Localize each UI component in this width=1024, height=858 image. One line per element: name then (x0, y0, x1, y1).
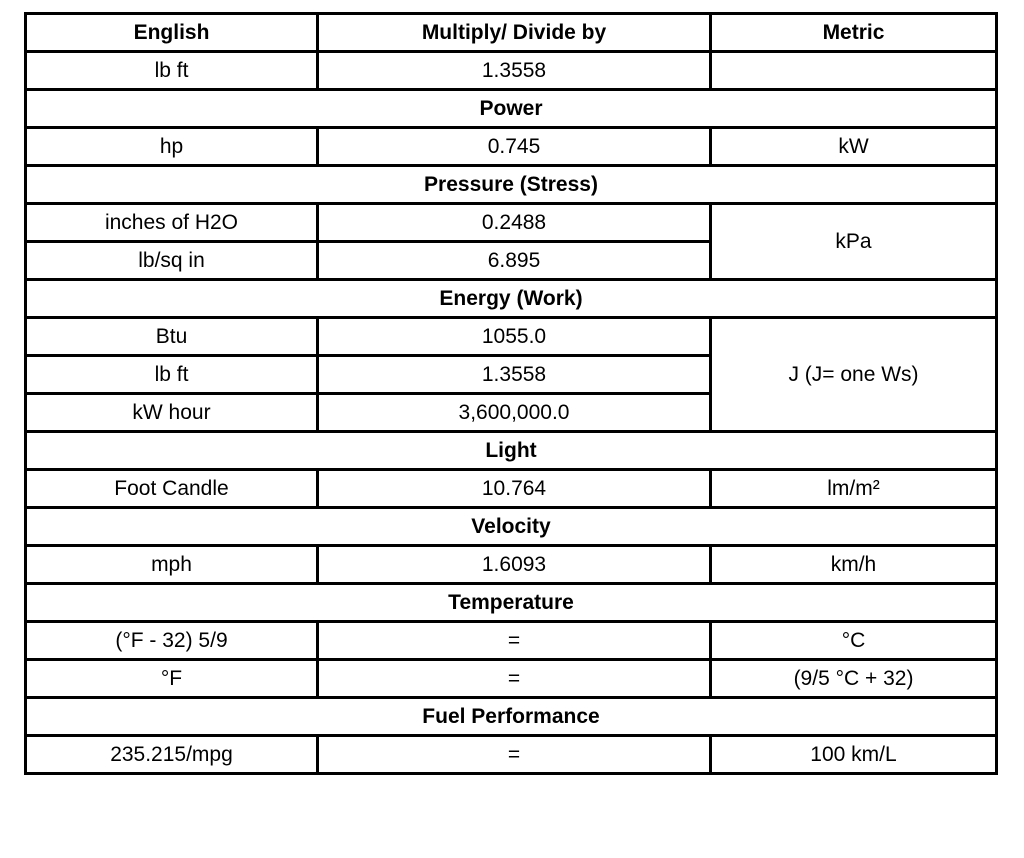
factor-cell: = (318, 660, 711, 698)
table-row (26, 204, 997, 242)
metric-cell: (9/5 °C + 32) (711, 660, 997, 698)
header-factor: Multiply/ Divide by (318, 14, 711, 52)
metric-cell: km/h (711, 546, 997, 584)
factor-cell: 0.2488 (318, 204, 711, 242)
section-row-temperature (26, 584, 997, 622)
section-title-light: Light (26, 432, 997, 470)
table-row (26, 546, 997, 584)
section-row-velocity (26, 508, 997, 546)
factor-cell: 3,600,000.0 (318, 394, 711, 432)
english-cell: (°F - 32) 5/9 (26, 622, 318, 660)
factor-cell: 10.764 (318, 470, 711, 508)
factor-cell: 1.3558 (318, 52, 711, 90)
section-row-power (26, 90, 997, 128)
header-english: English (26, 14, 318, 52)
section-row-pressure (26, 166, 997, 204)
section-row-light (26, 432, 997, 470)
section-title-fuel: Fuel Performance (26, 698, 997, 736)
factor-cell: = (318, 736, 711, 774)
table-row (26, 736, 997, 774)
unit-conversion-table (24, 12, 998, 775)
factor-cell: 1.3558 (318, 356, 711, 394)
english-cell: °F (26, 660, 318, 698)
metric-cell-merged: kPa (711, 204, 997, 280)
header-row (26, 14, 997, 52)
factor-cell: 0.745 (318, 128, 711, 166)
english-cell: hp (26, 128, 318, 166)
english-cell: lb/sq in (26, 242, 318, 280)
factor-cell: 1055.0 (318, 318, 711, 356)
english-cell: inches of H2O (26, 204, 318, 242)
english-cell: Foot Candle (26, 470, 318, 508)
section-title-energy: Energy (Work) (26, 280, 997, 318)
english-cell: 235.215/mpg (26, 736, 318, 774)
section-title-power: Power (26, 90, 997, 128)
english-cell: kW hour (26, 394, 318, 432)
english-cell: lb ft (26, 52, 318, 90)
table-row (26, 128, 997, 166)
factor-cell: 6.895 (318, 242, 711, 280)
english-cell: lb ft (26, 356, 318, 394)
section-row-energy (26, 280, 997, 318)
metric-cell (711, 52, 997, 90)
table-row (26, 470, 997, 508)
metric-cell: °C (711, 622, 997, 660)
english-cell: mph (26, 546, 318, 584)
section-title-velocity: Velocity (26, 508, 997, 546)
factor-cell: 1.6093 (318, 546, 711, 584)
metric-cell: kW (711, 128, 997, 166)
section-title-temperature: Temperature (26, 584, 997, 622)
table-row (26, 622, 997, 660)
section-row-fuel (26, 698, 997, 736)
metric-cell: 100 km/L (711, 736, 997, 774)
header-metric: Metric (711, 14, 997, 52)
table-row (26, 318, 997, 356)
section-title-pressure: Pressure (Stress) (26, 166, 997, 204)
metric-cell-merged: J (J= one Ws) (711, 318, 997, 432)
factor-cell: = (318, 622, 711, 660)
metric-cell: lm/m² (711, 470, 997, 508)
english-cell: Btu (26, 318, 318, 356)
table-row (26, 660, 997, 698)
table-row (26, 52, 997, 90)
